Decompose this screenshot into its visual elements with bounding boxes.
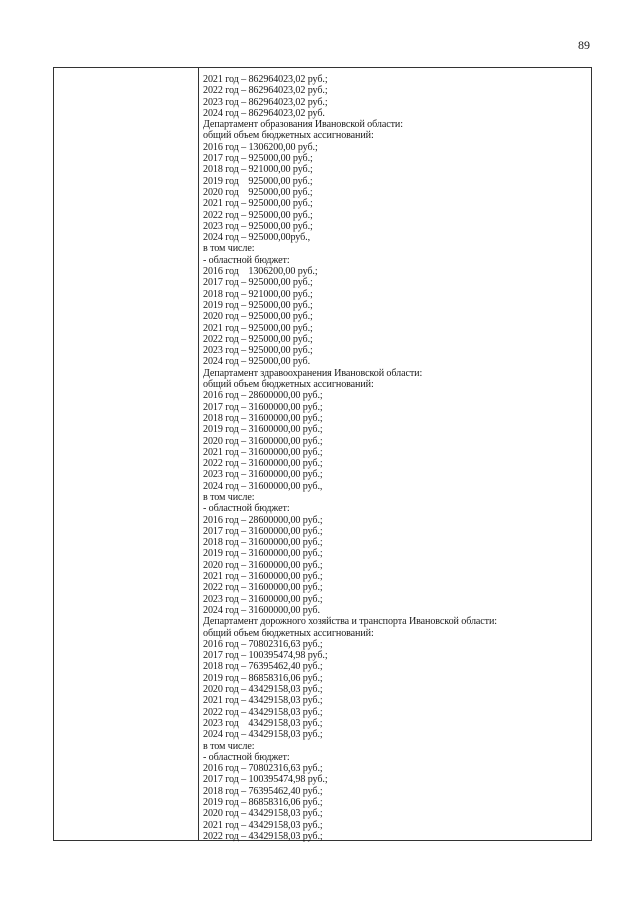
text-line: 2017 год – 31600000,00 руб.;	[203, 401, 323, 413]
text-line: 2017 год – 925000,00 руб.;	[203, 277, 313, 289]
text-line: 2016 год – 70802316,63 руб.;	[203, 763, 323, 775]
budget-table	[53, 67, 592, 841]
text-line: 2020 год – 31600000,00 руб.;	[203, 559, 323, 571]
text-line: 2021 год – 925000,00 руб.;	[203, 322, 313, 334]
text-line: 2022 год – 925000,00 руб.;	[203, 209, 313, 221]
text-line: 2024 год – 43429158,03 руб.;	[203, 729, 323, 741]
text-line: 2020 год – 31600000,00 руб.;	[203, 435, 323, 447]
text-line: 2022 год – 31600000,00 руб.;	[203, 458, 323, 470]
text-line: 2022 год – 43429158,03 руб.;	[203, 830, 323, 842]
text-line: Департамент образования Ивановской области:	[203, 119, 403, 131]
text-line: 2020 год 925000,00 руб.;	[203, 186, 313, 198]
text-line: 2017 год – 925000,00 руб.;	[203, 153, 313, 165]
text-line: 2020 год – 43429158,03 руб.;	[203, 808, 323, 820]
text-line: 2018 год – 31600000,00 руб.;	[203, 537, 323, 549]
text-line: 2018 год – 31600000,00 руб.;	[203, 412, 323, 424]
text-line: 2023 год – 925000,00 руб.;	[203, 345, 313, 357]
text-line: 2021 год – 925000,00 руб.;	[203, 198, 313, 210]
text-line: в том числе:	[203, 243, 255, 255]
text-line: 2023 год – 862964023,02 руб.;	[203, 96, 328, 108]
text-line: 2019 год 925000,00 руб.;	[203, 175, 313, 187]
text-line: 2021 год – 43429158,03 руб.;	[203, 695, 323, 707]
text-line: 2018 год – 76395462,40 руб.;	[203, 661, 323, 673]
text-line: 2022 год – 862964023,02 руб.;	[203, 85, 328, 97]
text-line: 2022 год – 31600000,00 руб.;	[203, 582, 323, 594]
text-line: 2018 год – 921000,00 руб.;	[203, 288, 313, 300]
text-line: 2023 год 43429158,03 руб.;	[203, 717, 323, 729]
text-line: 2023 год – 31600000,00 руб.;	[203, 469, 323, 481]
text-line: общий объем бюджетных ассигнований:	[203, 130, 374, 142]
text-line: 2019 год – 925000,00 руб.;	[203, 299, 313, 311]
text-line: 2023 год – 31600000,00 руб.;	[203, 593, 323, 605]
text-line: - областной бюджет:	[203, 751, 290, 763]
text-line: 2016 год – 28600000,00 руб.;	[203, 390, 323, 402]
text-line: 2022 год – 43429158,03 руб.;	[203, 706, 323, 718]
text-line: 2021 год – 31600000,00 руб.;	[203, 571, 323, 583]
page-number: 89	[578, 38, 590, 52]
table-left-column	[54, 68, 199, 840]
text-line: 2016 год – 70802316,63 руб.;	[203, 638, 323, 650]
text-line: 2021 год – 862964023,02 руб.;	[203, 74, 328, 85]
text-line: 2018 год – 76395462,40 руб.;	[203, 785, 323, 797]
text-line: общий объем бюджетных ассигнований:	[203, 627, 374, 639]
text-line: 2021 год – 31600000,00 руб.;	[203, 446, 323, 458]
text-line: 2016 год 1306200,00 руб.;	[203, 266, 318, 278]
text-line: 2019 год – 31600000,00 руб.;	[203, 548, 323, 560]
text-line: 2021 год – 43429158,03 руб.;	[203, 819, 323, 831]
text-line: 2017 год – 100395474,98 руб.;	[203, 650, 328, 662]
text-line: 2024 год – 31600000,00 руб.	[203, 604, 320, 616]
text-line: - областной бюджет:	[203, 254, 290, 266]
text-line: 2017 год – 100395474,98 руб.;	[203, 774, 328, 786]
text-line: 2024 год – 925000,00 руб.	[203, 356, 310, 368]
text-line: 2018 год – 921000,00 руб.;	[203, 164, 313, 176]
text-line: 2024 год – 925000,00руб.,	[203, 232, 310, 244]
text-line: 2017 год – 31600000,00 руб.;	[203, 525, 323, 537]
text-line: в том числе:	[203, 740, 255, 752]
text-line: 2016 год – 1306200,00 руб.;	[203, 141, 318, 153]
text-line: 2019 год – 31600000,00 руб.;	[203, 424, 323, 436]
text-line: в том числе:	[203, 491, 255, 503]
text-line: 2016 год – 28600000,00 руб.;	[203, 514, 323, 526]
text-line: 2023 год – 925000,00 руб.;	[203, 220, 313, 232]
text-line: Департамент дорожного хозяйства и транспорта Ивановской области:	[203, 616, 497, 628]
text-line: 2020 год – 43429158,03 руб.;	[203, 684, 323, 696]
text-line: 2022 год – 925000,00 руб.;	[203, 333, 313, 345]
text-line: 2019 год – 86858316,06 руб.;	[203, 672, 323, 684]
text-line: 2020 год – 925000,00 руб.;	[203, 311, 313, 323]
text-line: 2024 год – 31600000,00 руб.,	[203, 480, 323, 492]
text-line: 2019 год – 86858316,06 руб.;	[203, 797, 323, 808]
text-line: общий объем бюджетных ассигнований:	[203, 379, 374, 391]
text-line: - областной бюджет:	[203, 503, 290, 515]
text-line: Департамент здравоохранения Ивановской области:	[203, 367, 423, 379]
text-line: 2024 год – 862964023,02 руб.	[203, 107, 325, 119]
table-right-column	[203, 74, 587, 842]
